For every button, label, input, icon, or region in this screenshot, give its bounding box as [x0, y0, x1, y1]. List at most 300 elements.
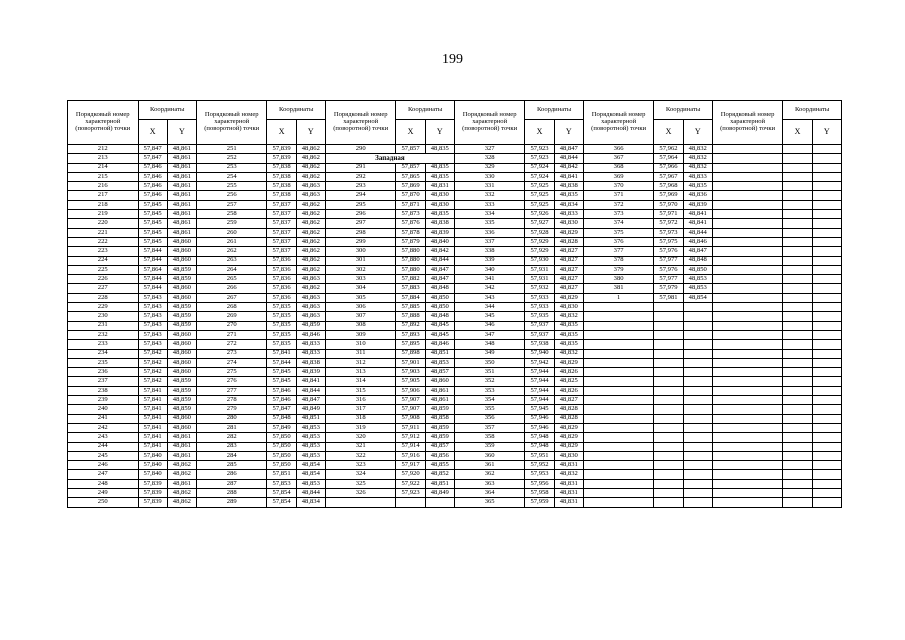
y-cell: 48,839: [425, 228, 454, 237]
empty-cell: [325, 498, 396, 507]
empty-cell: [812, 200, 841, 209]
empty-cell: [712, 358, 783, 367]
y-cell: 48,859: [425, 423, 454, 432]
y-cell: 48,859: [167, 405, 196, 414]
point-number-cell: 219: [68, 210, 139, 219]
y-cell: 48,859: [167, 303, 196, 312]
y-cell: 48,860: [167, 237, 196, 246]
empty-cell: [712, 312, 783, 321]
x-cell: 57,905: [396, 377, 425, 386]
y-cell: 48,827: [554, 247, 583, 256]
point-number-cell: 238: [68, 386, 139, 395]
empty-cell: [783, 210, 812, 219]
point-number-cell: 264: [196, 265, 267, 274]
y-cell: 48,831: [425, 182, 454, 191]
point-number-cell: 326: [325, 488, 396, 497]
y-cell: 48,844: [683, 228, 712, 237]
x-cell: 57,845: [267, 368, 296, 377]
point-number-cell: 220: [68, 219, 139, 228]
y-cell: 48,862: [167, 461, 196, 470]
x-cell: 57,837: [267, 210, 296, 219]
empty-cell: [783, 256, 812, 265]
table-row: [68, 172, 842, 181]
x-cell: 57,879: [396, 237, 425, 246]
empty-cell: [812, 163, 841, 172]
point-number-cell: 335: [454, 219, 525, 228]
x-cell: 57,850: [267, 433, 296, 442]
point-number-cell: 223: [68, 247, 139, 256]
empty-cell: [712, 377, 783, 386]
y-cell: 48,832: [554, 349, 583, 358]
point-number-cell: 212: [68, 145, 139, 154]
x-cell: 57,933: [525, 303, 554, 312]
empty-cell: [654, 386, 683, 395]
y-cell: 48,853: [296, 451, 325, 460]
point-number-cell: 237: [68, 377, 139, 386]
y-cell: 48,834: [554, 200, 583, 209]
x-header: X: [396, 120, 425, 145]
point-number-cell: 340: [454, 265, 525, 274]
point-number-cell: 369: [583, 172, 654, 181]
empty-cell: [812, 293, 841, 302]
y-cell: 48,861: [167, 442, 196, 451]
x-cell: 57,878: [396, 228, 425, 237]
y-cell: 48,845: [425, 321, 454, 330]
y-cell: 48,862: [296, 247, 325, 256]
x-cell: 57,836: [267, 275, 296, 284]
x-cell: 57,838: [267, 182, 296, 191]
empty-cell: [683, 396, 712, 405]
point-number-cell: 287: [196, 479, 267, 488]
empty-cell: [812, 461, 841, 470]
point-number-cell: 336: [454, 228, 525, 237]
point-number-cell: 277: [196, 386, 267, 395]
point-number-cell: 218: [68, 200, 139, 209]
point-number-cell: 304: [325, 284, 396, 293]
empty-cell: [683, 340, 712, 349]
x-cell: 57,849: [267, 423, 296, 432]
y-cell: 48,835: [425, 210, 454, 219]
y-cell: 48,826: [554, 386, 583, 395]
y-header: Y: [554, 120, 583, 145]
empty-cell: [812, 414, 841, 423]
y-cell: 48,840: [425, 237, 454, 246]
x-cell: 57,931: [525, 265, 554, 274]
x-cell: 57,911: [396, 423, 425, 432]
empty-cell: [712, 200, 783, 209]
point-number-cell: 289: [196, 498, 267, 507]
empty-cell: [583, 488, 654, 497]
empty-cell: [712, 461, 783, 470]
empty-cell: [425, 498, 454, 507]
y-cell: 48,863: [296, 303, 325, 312]
x-cell: 57,835: [267, 321, 296, 330]
empty-cell: [783, 200, 812, 209]
point-number-cell: 225: [68, 265, 139, 274]
y-cell: 48,862: [167, 498, 196, 507]
empty-cell: [783, 498, 812, 507]
empty-cell: [812, 349, 841, 358]
empty-cell: [812, 210, 841, 219]
y-cell: 48,841: [296, 377, 325, 386]
x-cell: 57,836: [267, 284, 296, 293]
empty-cell: [683, 330, 712, 339]
empty-cell: [583, 340, 654, 349]
point-number-cell: 355: [454, 405, 525, 414]
x-cell: 57,846: [138, 163, 167, 172]
page-number: 199: [442, 52, 463, 67]
empty-cell: [783, 219, 812, 228]
point-number-cell: 316: [325, 396, 396, 405]
y-cell: 48,860: [167, 340, 196, 349]
point-number-cell: 364: [454, 488, 525, 497]
x-cell: 57,844: [138, 247, 167, 256]
table-row: [68, 312, 842, 321]
y-cell: 48,862: [296, 163, 325, 172]
point-number-cell: 213: [68, 154, 139, 163]
x-header: X: [138, 120, 167, 145]
point-number-cell: 312: [325, 358, 396, 367]
point-number-cell: 379: [583, 265, 654, 274]
point-number-cell: 214: [68, 163, 139, 172]
point-number-cell: 232: [68, 330, 139, 339]
y-cell: 48,859: [167, 396, 196, 405]
y-cell: 48,862: [296, 145, 325, 154]
point-number-cell: 313: [325, 368, 396, 377]
y-header: Y: [425, 120, 454, 145]
y-cell: 48,827: [554, 275, 583, 284]
empty-cell: [783, 368, 812, 377]
y-cell: 48,839: [683, 200, 712, 209]
point-number-cell: 265: [196, 275, 267, 284]
y-cell: 48,860: [167, 358, 196, 367]
point-number-cell: 299: [325, 237, 396, 246]
empty-cell: [712, 163, 783, 172]
x-cell: 57,923: [396, 488, 425, 497]
y-cell: 48,847: [554, 145, 583, 154]
point-number-cell: 350: [454, 358, 525, 367]
y-cell: 48,851: [425, 479, 454, 488]
point-number-cell: 331: [454, 182, 525, 191]
y-cell: 48,832: [554, 470, 583, 479]
empty-cell: [783, 293, 812, 302]
y-cell: 48,827: [554, 396, 583, 405]
empty-cell: [712, 405, 783, 414]
x-cell: 57,846: [138, 182, 167, 191]
x-cell: 57,837: [267, 228, 296, 237]
x-cell: 57,962: [654, 145, 683, 154]
empty-cell: [583, 423, 654, 432]
x-cell: 57,841: [138, 433, 167, 442]
table-row: [68, 303, 842, 312]
table-row: [68, 154, 842, 163]
point-number-cell: 380: [583, 275, 654, 284]
point-number-cell: 275: [196, 368, 267, 377]
x-cell: 57,865: [396, 172, 425, 181]
point-number-cell: 308: [325, 321, 396, 330]
empty-cell: [683, 488, 712, 497]
y-cell: 48,861: [167, 191, 196, 200]
y-cell: 48,861: [167, 172, 196, 181]
empty-cell: [812, 172, 841, 181]
point-number-cell: 367: [583, 154, 654, 163]
table-row: [68, 405, 842, 414]
empty-cell: [783, 349, 812, 358]
point-number-cell: 344: [454, 303, 525, 312]
point-number-cell: 235: [68, 358, 139, 367]
empty-cell: [783, 191, 812, 200]
empty-cell: [812, 182, 841, 191]
x-cell: 57,850: [267, 461, 296, 470]
empty-cell: [712, 247, 783, 256]
x-cell: 57,850: [267, 451, 296, 460]
x-cell: 57,892: [396, 321, 425, 330]
point-number-header: Порядковый номер характерной (поворотной) точки: [454, 101, 525, 145]
point-number-cell: 224: [68, 256, 139, 265]
point-number-cell: 357: [454, 423, 525, 432]
coordinates-header: Координаты: [396, 101, 454, 120]
x-cell: 57,923: [525, 145, 554, 154]
x-cell: 57,842: [138, 349, 167, 358]
empty-cell: [583, 358, 654, 367]
y-cell: 48,861: [167, 210, 196, 219]
y-cell: 48,835: [425, 145, 454, 154]
empty-cell: [712, 423, 783, 432]
point-number-cell: 327: [454, 145, 525, 154]
y-cell: 48,862: [296, 210, 325, 219]
table-row: [68, 377, 842, 386]
x-cell: 57,946: [525, 414, 554, 423]
empty-cell: [783, 488, 812, 497]
point-number-cell: 319: [325, 423, 396, 432]
x-cell: 57,854: [267, 498, 296, 507]
x-cell: 57,948: [525, 442, 554, 451]
y-cell: 48,829: [554, 293, 583, 302]
x-cell: 57,907: [396, 396, 425, 405]
y-cell: 48,859: [167, 386, 196, 395]
x-cell: 57,929: [525, 237, 554, 246]
empty-cell: [812, 191, 841, 200]
point-number-cell: 294: [325, 191, 396, 200]
empty-cell: [654, 451, 683, 460]
empty-cell: [712, 321, 783, 330]
point-number-cell: 373: [583, 210, 654, 219]
x-cell: 57,838: [267, 172, 296, 181]
x-cell: 57,935: [525, 312, 554, 321]
x-cell: 57,880: [396, 265, 425, 274]
table-row: [68, 228, 842, 237]
point-number-cell: 345: [454, 312, 525, 321]
empty-cell: [812, 275, 841, 284]
y-header: Y: [167, 120, 196, 145]
x-cell: 57,944: [525, 396, 554, 405]
x-cell: 57,836: [267, 256, 296, 265]
point-number-cell: 228: [68, 293, 139, 302]
empty-cell: [783, 321, 812, 330]
empty-cell: [654, 349, 683, 358]
y-cell: 48,844: [296, 386, 325, 395]
y-cell: 48,859: [425, 405, 454, 414]
empty-cell: [654, 368, 683, 377]
y-cell: 48,862: [296, 265, 325, 274]
empty-cell: [583, 405, 654, 414]
x-cell: 57,885: [396, 303, 425, 312]
point-number-cell: 256: [196, 191, 267, 200]
table-row: [68, 265, 842, 274]
empty-cell: [583, 321, 654, 330]
y-cell: 48,863: [296, 275, 325, 284]
empty-cell: [712, 275, 783, 284]
x-cell: 57,851: [267, 470, 296, 479]
empty-cell: [712, 488, 783, 497]
point-number-cell: 246: [68, 461, 139, 470]
point-number-header: Порядковый номер характерной (поворотной) точки: [325, 101, 396, 145]
y-cell: 48,844: [554, 154, 583, 163]
point-number-cell: 305: [325, 293, 396, 302]
point-number-cell: 309: [325, 330, 396, 339]
empty-cell: [712, 414, 783, 423]
point-number-header: Порядковый номер характерной (поворотной) точки: [68, 101, 139, 145]
x-cell: 57,838: [267, 191, 296, 200]
y-cell: 48,832: [683, 145, 712, 154]
y-cell: 48,836: [683, 191, 712, 200]
y-cell: 48,853: [296, 423, 325, 432]
y-cell: 48,862: [167, 488, 196, 497]
x-cell: 57,959: [525, 498, 554, 507]
x-cell: 57,898: [396, 349, 425, 358]
x-cell: 57,839: [138, 479, 167, 488]
x-cell: 57,847: [138, 145, 167, 154]
empty-cell: [683, 479, 712, 488]
point-number-cell: 371: [583, 191, 654, 200]
point-number-cell: 366: [583, 145, 654, 154]
empty-cell: [783, 330, 812, 339]
point-number-cell: 281: [196, 423, 267, 432]
empty-cell: [783, 312, 812, 321]
x-cell: 57,845: [138, 200, 167, 209]
empty-cell: [683, 358, 712, 367]
x-cell: 57,841: [138, 442, 167, 451]
y-cell: 48,860: [167, 293, 196, 302]
empty-cell: [583, 349, 654, 358]
x-cell: 57,839: [267, 154, 296, 163]
x-cell: 57,845: [138, 219, 167, 228]
y-cell: 48,828: [554, 405, 583, 414]
point-number-cell: 315: [325, 386, 396, 395]
point-number-cell: 356: [454, 414, 525, 423]
empty-cell: [654, 423, 683, 432]
x-cell: 57,940: [525, 349, 554, 358]
x-cell: 57,846: [267, 396, 296, 405]
point-number-cell: 362: [454, 470, 525, 479]
x-cell: 57,841: [138, 396, 167, 405]
table-row: [68, 191, 842, 200]
x-cell: 57,958: [525, 488, 554, 497]
y-cell: 48,861: [425, 386, 454, 395]
empty-cell: [812, 433, 841, 442]
x-cell: 57,871: [396, 200, 425, 209]
empty-cell: [654, 442, 683, 451]
point-number-cell: 276: [196, 377, 267, 386]
point-number-cell: 227: [68, 284, 139, 293]
y-cell: 48,855: [425, 461, 454, 470]
point-number-cell: 226: [68, 275, 139, 284]
x-cell: 57,835: [267, 303, 296, 312]
x-cell: 57,853: [267, 479, 296, 488]
empty-cell: [712, 284, 783, 293]
x-cell: 57,966: [654, 163, 683, 172]
point-number-cell: 303: [325, 275, 396, 284]
empty-cell: [396, 498, 425, 507]
y-cell: 48,860: [167, 423, 196, 432]
empty-cell: [683, 423, 712, 432]
x-cell: 57,927: [525, 219, 554, 228]
x-cell: 57,977: [654, 256, 683, 265]
empty-cell: [783, 451, 812, 460]
y-cell: 48,845: [425, 330, 454, 339]
empty-cell: [683, 368, 712, 377]
x-cell: 57,842: [138, 368, 167, 377]
point-number-cell: 267: [196, 293, 267, 302]
y-cell: 48,860: [425, 377, 454, 386]
table-row: [68, 256, 842, 265]
y-cell: 48,862: [296, 200, 325, 209]
empty-cell: [583, 312, 654, 321]
x-cell: 57,857: [396, 145, 425, 154]
empty-cell: [783, 275, 812, 284]
x-cell: 57,907: [396, 405, 425, 414]
y-cell: 48,859: [167, 377, 196, 386]
y-cell: 48,854: [683, 293, 712, 302]
point-number-cell: 318: [325, 414, 396, 423]
y-header: Y: [812, 120, 841, 145]
empty-cell: [812, 396, 841, 405]
x-cell: 57,836: [267, 293, 296, 302]
empty-cell: [712, 237, 783, 246]
empty-cell: [783, 396, 812, 405]
point-number-cell: 346: [454, 321, 525, 330]
point-number-cell: 261: [196, 237, 267, 246]
table-row: [68, 330, 842, 339]
point-number-cell: 221: [68, 228, 139, 237]
point-number-cell: 260: [196, 228, 267, 237]
empty-cell: [812, 423, 841, 432]
x-cell: 57,869: [396, 182, 425, 191]
x-cell: 57,933: [525, 293, 554, 302]
point-number-cell: 310: [325, 340, 396, 349]
x-cell: 57,975: [654, 237, 683, 246]
empty-cell: [812, 237, 841, 246]
table-row: [68, 414, 842, 423]
point-number-cell: 280: [196, 414, 267, 423]
y-cell: 48,860: [167, 368, 196, 377]
point-number-cell: 230: [68, 312, 139, 321]
x-cell: 57,843: [138, 303, 167, 312]
y-cell: 48,861: [167, 433, 196, 442]
x-cell: 57,844: [138, 284, 167, 293]
y-cell: 48,860: [167, 256, 196, 265]
x-cell: 57,845: [267, 377, 296, 386]
y-cell: 48,835: [425, 172, 454, 181]
y-cell: 48,851: [425, 349, 454, 358]
point-number-cell: 300: [325, 247, 396, 256]
table-row: [68, 470, 842, 479]
point-number-cell: 363: [454, 479, 525, 488]
x-cell: 57,843: [138, 293, 167, 302]
x-cell: 57,841: [138, 414, 167, 423]
x-cell: 57,977: [654, 275, 683, 284]
point-number-cell: 296: [325, 210, 396, 219]
